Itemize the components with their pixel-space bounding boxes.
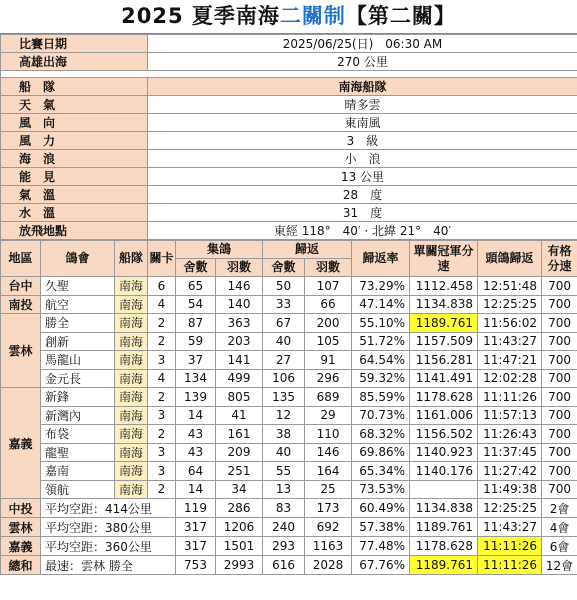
summary-collect-lofts-cell: 317 [176,518,216,537]
fleet-cell: 南海 [115,295,148,314]
summary-time-cell: 11:11:26 [478,537,542,556]
stage-cell: 3 [148,351,176,370]
summary-time-cell: 12:25:25 [478,499,542,518]
summary-rate-cell: 57.38% [352,518,410,537]
returned-birds-cell: 91 [305,351,352,370]
winner-speed-cell: 1140.923 [410,443,478,462]
summary-rate-cell: 60.49% [352,499,410,518]
valid-speed-cell: 700 [542,351,577,370]
stage-cell: 3 [148,406,176,425]
return-rate-cell: 73.53% [352,480,410,499]
returned-birds-cell: 107 [305,277,352,296]
stage-cell: 3 [148,443,176,462]
region-cell: 嘉義 [1,388,41,499]
condition-value: 東南風 [148,114,577,132]
condition-value: 東經 118° 40′ · 北緯 21° 40′ [148,222,577,240]
winner-speed-cell: 1134.838 [410,295,478,314]
summary-region-cell: 中投 [1,499,41,518]
club-cell: 布袋 [41,425,115,444]
return-rate-cell: 64.54% [352,351,410,370]
collect-birds-cell: 251 [216,462,263,481]
collect-birds-cell: 499 [216,369,263,388]
summary-row [1,499,577,518]
summary-region-cell: 雲林 [1,518,41,537]
returned-birds-cell: 66 [305,295,352,314]
collect-lofts-cell: 14 [176,480,216,499]
region-cell: 雲林 [1,314,41,388]
info-label: 比賽日期 [1,35,148,53]
return-rate-cell: 51.72% [352,332,410,351]
spacer [1,71,577,78]
race-info-table [0,34,577,240]
table-row [1,443,577,462]
stage-cell: 4 [148,295,176,314]
collect-lofts-cell: 54 [176,295,216,314]
fleet-cell: 南海 [115,277,148,296]
condition-value: 3 級 [148,132,577,150]
summary-returned-birds-cell: 692 [305,518,352,537]
stage-cell: 4 [148,369,176,388]
summary-returned-lofts-cell: 293 [263,537,305,556]
condition-value: 小 浪 [148,150,577,168]
club-cell: 勝全 [41,314,115,333]
info-value: 270 公里 [148,53,577,71]
collect-lofts-cell: 134 [176,369,216,388]
fleet-cell: 南海 [115,369,148,388]
condition-label: 能 見 [1,168,148,186]
header-return-rate: 歸返率 [352,241,410,277]
winner-speed-cell: 1156.281 [410,351,478,370]
return-rate-cell: 68.32% [352,425,410,444]
club-cell: 航空 [41,295,115,314]
table-row [1,480,577,499]
first-return-time-cell: 11:49:38 [478,480,542,499]
title-highlight: 二關制 [279,4,346,28]
collect-birds-cell: 161 [216,425,263,444]
header-valid-speed: 有格分速 [542,241,577,277]
condition-label: 風 力 [1,132,148,150]
condition-label: 風 向 [1,114,148,132]
valid-speed-cell: 700 [542,462,577,481]
valid-speed-cell: 700 [542,369,577,388]
return-rate-cell: 59.32% [352,369,410,388]
stage-cell: 6 [148,277,176,296]
return-rate-cell: 69.86% [352,443,410,462]
returned-lofts-cell: 67 [263,314,305,333]
stage-cell: 2 [148,332,176,351]
returned-lofts-cell: 12 [263,406,305,425]
info-label: 高雄出海 [1,53,148,71]
first-return-time-cell: 12:25:25 [478,295,542,314]
summary-rate-cell: 67.76% [352,556,410,575]
returned-lofts-cell: 50 [263,277,305,296]
club-cell: 龍聖 [41,443,115,462]
table-row [1,425,577,444]
condition-value: 晴多雲 [148,96,577,114]
collect-birds-cell: 141 [216,351,263,370]
header-fleet: 船隊 [115,241,148,277]
returned-birds-cell: 164 [305,462,352,481]
fleet-cell: 南海 [115,443,148,462]
valid-speed-cell: 700 [542,425,577,444]
fleet-cell: 南海 [115,388,148,407]
first-return-time-cell: 11:26:43 [478,425,542,444]
collect-birds-cell: 41 [216,406,263,425]
summary-collect-birds-cell: 1501 [216,537,263,556]
stage-cell: 2 [148,388,176,407]
summary-speed-cell: 1189.761 [410,556,478,575]
returned-birds-cell: 200 [305,314,352,333]
collect-lofts-cell: 64 [176,462,216,481]
table-row [1,462,577,481]
collect-lofts-cell: 65 [176,277,216,296]
summary-rate-cell: 77.48% [352,537,410,556]
club-cell: 新灣內 [41,406,115,425]
condition-value: 31 度 [148,204,577,222]
header-stage: 關卡 [148,241,176,277]
returned-lofts-cell: 38 [263,425,305,444]
header-returned-birds: 羽數 [305,259,352,277]
club-cell: 金元長 [41,369,115,388]
summary-returned-birds-cell: 1163 [305,537,352,556]
first-return-time-cell: 11:47:21 [478,351,542,370]
table-row [1,351,577,370]
summary-collect-birds-cell: 2993 [216,556,263,575]
valid-speed-cell: 700 [542,277,577,296]
club-cell: 創新 [41,332,115,351]
condition-label: 放飛地點 [1,222,148,240]
collect-birds-cell: 363 [216,314,263,333]
condition-label: 天 氣 [1,96,148,114]
summary-collect-lofts-cell: 317 [176,537,216,556]
return-rate-cell: 47.14% [352,295,410,314]
winner-speed-cell: 1156.502 [410,425,478,444]
table-row [1,295,577,314]
summary-note-cell: 平均空距：360公里 [41,537,176,556]
summary-region-cell: 嘉義 [1,537,41,556]
collect-birds-cell: 140 [216,295,263,314]
condition-value: 28 度 [148,186,577,204]
summary-row [1,518,577,537]
collect-birds-cell: 203 [216,332,263,351]
valid-speed-cell: 700 [542,332,577,351]
winner-speed-cell: 1140.176 [410,462,478,481]
returned-birds-cell: 105 [305,332,352,351]
collect-lofts-cell: 43 [176,425,216,444]
region-cell: 台中 [1,277,41,296]
summary-speed-cell: 1178.628 [410,537,478,556]
valid-speed-cell: 700 [542,314,577,333]
returned-lofts-cell: 33 [263,295,305,314]
summary-collect-lofts-cell: 753 [176,556,216,575]
summary-collect-birds-cell: 286 [216,499,263,518]
header-returned: 歸返 [263,241,352,259]
summary-collect-birds-cell: 1206 [216,518,263,537]
first-return-time-cell: 11:11:26 [478,388,542,407]
winner-speed-cell: 1161.006 [410,406,478,425]
summary-note-cell: 最速：雲林 勝全 [41,556,176,575]
first-return-time-cell: 11:56:02 [478,314,542,333]
collect-lofts-cell: 37 [176,351,216,370]
table-row [1,277,577,296]
summary-count-cell: 6會 [542,537,577,556]
fleet-label: 船 隊 [1,78,148,96]
fleet-cell: 南海 [115,314,148,333]
first-return-time-cell: 11:27:42 [478,462,542,481]
header-club: 鴿會 [41,241,115,277]
returned-birds-cell: 110 [305,425,352,444]
collect-lofts-cell: 87 [176,314,216,333]
returned-birds-cell: 29 [305,406,352,425]
summary-collect-lofts-cell: 119 [176,499,216,518]
summary-speed-cell: 1189.761 [410,518,478,537]
fleet-name: 南海船隊 [148,78,577,96]
returned-lofts-cell: 135 [263,388,305,407]
returned-lofts-cell: 40 [263,443,305,462]
condition-label: 氣 溫 [1,186,148,204]
header-winner-speed: 單關冠軍分速 [410,241,478,277]
return-rate-cell: 65.34% [352,462,410,481]
club-cell: 久聖 [41,277,115,296]
valid-speed-cell: 700 [542,443,577,462]
collect-birds-cell: 805 [216,388,263,407]
stage-cell: 3 [148,462,176,481]
table-row [1,369,577,388]
summary-row [1,556,577,575]
header-collect-lofts: 舍數 [176,259,216,277]
first-return-time-cell: 11:43:27 [478,332,542,351]
returned-lofts-cell: 55 [263,462,305,481]
stage-cell: 2 [148,480,176,499]
summary-returned-lofts-cell: 616 [263,556,305,575]
collect-lofts-cell: 43 [176,443,216,462]
condition-label: 水 溫 [1,204,148,222]
table-row [1,332,577,351]
summary-returned-birds-cell: 2028 [305,556,352,575]
fleet-cell: 南海 [115,332,148,351]
summary-count-cell: 12會 [542,556,577,575]
valid-speed-cell: 700 [542,295,577,314]
fleet-cell: 南海 [115,462,148,481]
header-collect-birds: 羽數 [216,259,263,277]
header-first-return: 頭鴿歸返 [478,241,542,277]
summary-returned-lofts-cell: 240 [263,518,305,537]
summary-note-cell: 平均空距：414公里 [41,499,176,518]
summary-time-cell: 11:43:27 [478,518,542,537]
first-return-time-cell: 12:02:28 [478,369,542,388]
fleet-cell: 南海 [115,351,148,370]
condition-label: 海 浪 [1,150,148,168]
winner-speed-cell: 1178.628 [410,388,478,407]
returned-lofts-cell: 13 [263,480,305,499]
club-cell: 馬龍山 [41,351,115,370]
collect-lofts-cell: 59 [176,332,216,351]
table-row [1,388,577,407]
info-value: 2025/06/25(日) 06:30 AM [148,35,577,53]
returned-birds-cell: 146 [305,443,352,462]
fleet-cell: 南海 [115,425,148,444]
winner-speed-cell: 1157.509 [410,332,478,351]
winner-speed-cell: 1112.458 [410,277,478,296]
title-suffix: 【第二關】 [345,4,456,28]
return-rate-cell: 55.10% [352,314,410,333]
region-cell: 南投 [1,295,41,314]
returned-lofts-cell: 27 [263,351,305,370]
collect-lofts-cell: 14 [176,406,216,425]
summary-region-cell: 總和 [1,556,41,575]
condition-value: 13 公里 [148,168,577,186]
returned-lofts-cell: 40 [263,332,305,351]
club-cell: 領航 [41,480,115,499]
first-return-time-cell: 11:57:13 [478,406,542,425]
returned-lofts-cell: 106 [263,369,305,388]
winner-speed-cell: 1189.761 [410,314,478,333]
return-rate-cell: 73.29% [352,277,410,296]
club-cell: 嘉南 [41,462,115,481]
fleet-cell: 南海 [115,480,148,499]
club-cell: 新鋒 [41,388,115,407]
stage-cell: 2 [148,425,176,444]
returned-birds-cell: 296 [305,369,352,388]
collect-birds-cell: 209 [216,443,263,462]
summary-returned-lofts-cell: 83 [263,499,305,518]
return-rate-cell: 70.73% [352,406,410,425]
returned-birds-cell: 25 [305,480,352,499]
returned-birds-cell: 689 [305,388,352,407]
header-returned-lofts: 舍數 [263,259,305,277]
collect-lofts-cell: 139 [176,388,216,407]
winner-speed-cell: 1141.491 [410,369,478,388]
winner-speed-cell [410,480,478,499]
collect-birds-cell: 34 [216,480,263,499]
valid-speed-cell: 700 [542,406,577,425]
header-region: 地區 [1,241,41,277]
summary-speed-cell: 1134.838 [410,499,478,518]
summary-row [1,537,577,556]
page-title [0,0,577,34]
stage-cell: 2 [148,314,176,333]
summary-note-cell: 平均空距：380公里 [41,518,176,537]
valid-speed-cell: 700 [542,388,577,407]
first-return-time-cell: 12:51:48 [478,277,542,296]
first-return-time-cell: 11:37:45 [478,443,542,462]
table-row [1,406,577,425]
summary-count-cell: 4會 [542,518,577,537]
summary-time-cell: 11:11:26 [478,556,542,575]
title-prefix: 2025 夏季南海 [121,4,280,28]
summary-count-cell: 2會 [542,499,577,518]
table-row [1,314,577,333]
return-rate-cell: 85.59% [352,388,410,407]
fleet-cell: 南海 [115,406,148,425]
valid-speed-cell: 700 [542,480,577,499]
results-table [0,240,577,575]
collect-birds-cell: 146 [216,277,263,296]
header-collect: 集鴿 [176,241,263,259]
summary-returned-birds-cell: 173 [305,499,352,518]
